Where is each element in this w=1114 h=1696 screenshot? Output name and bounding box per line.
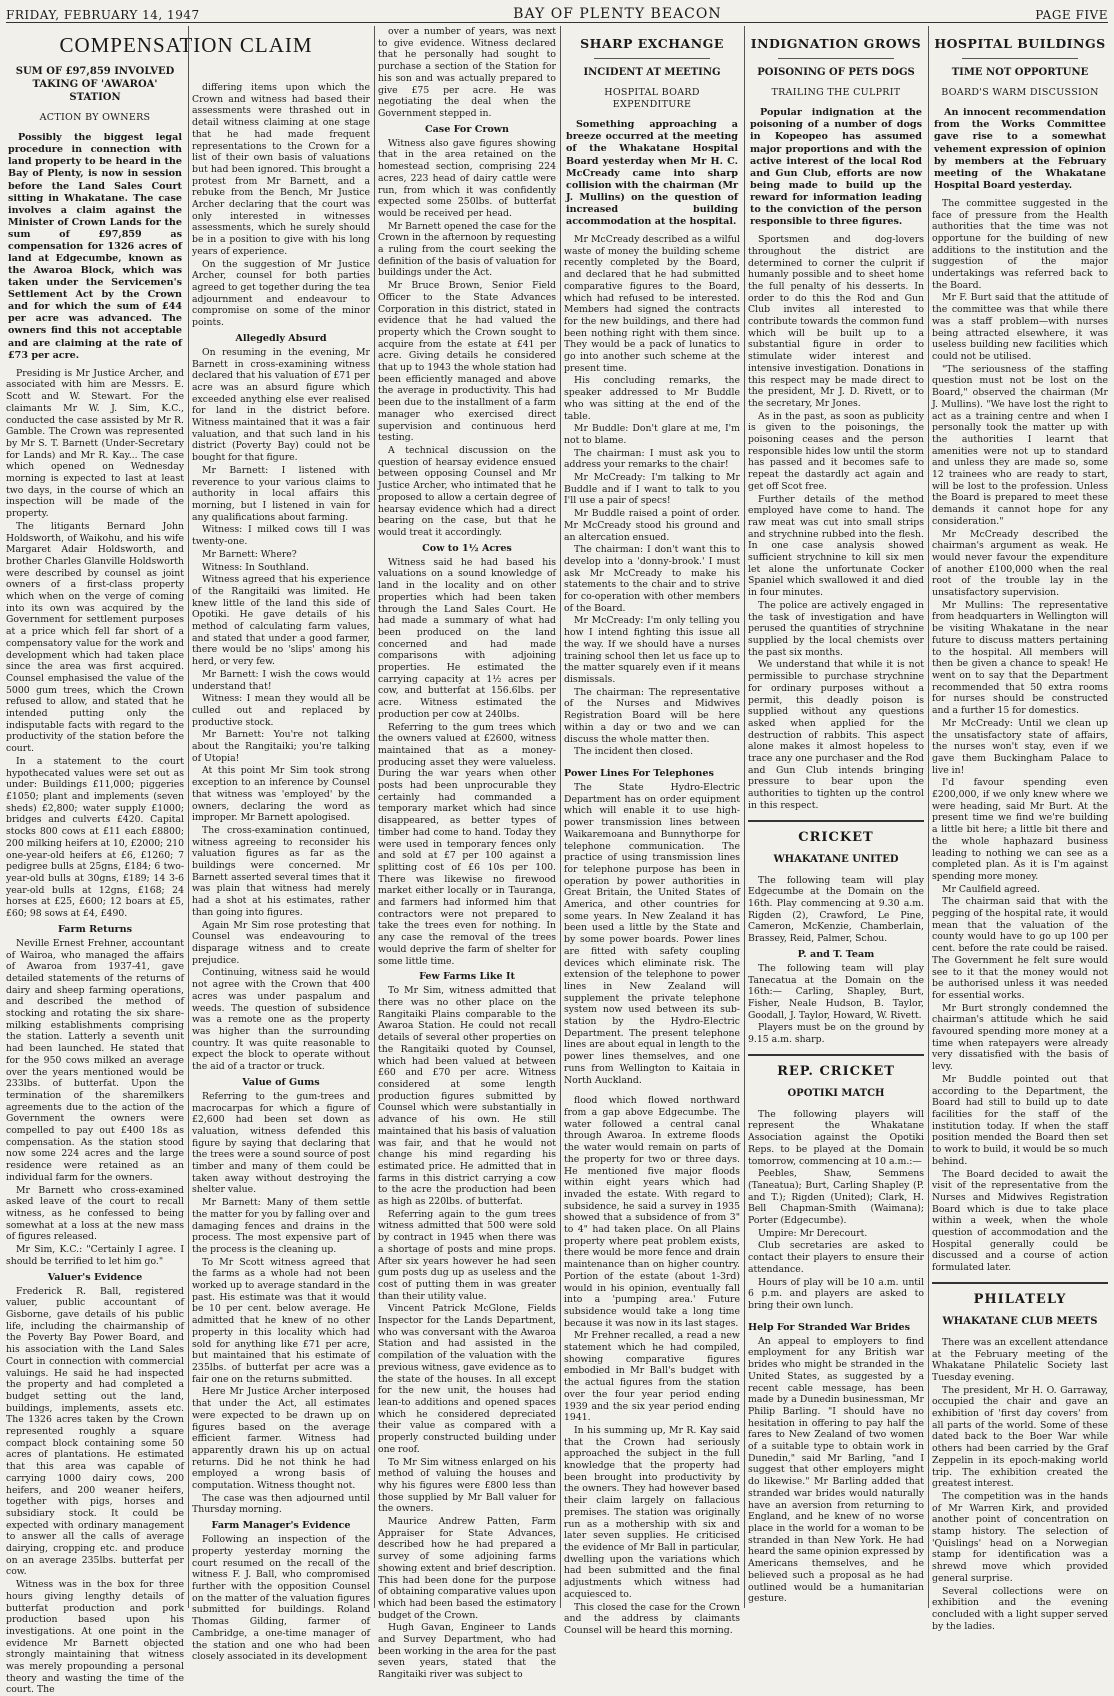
article-paragraph: The incident then closed. <box>574 746 694 758</box>
compensation-lede: Possibly the biggest legal procedure in connection with land property to be heard in the Bay of Plenty, is now in session before the Land Sales Court sitting in Whakatane. The case involves a claim against the Minister of Crown Lands for the sum of £97,859 as compensation for 1326 acres of land at Edgecumbe, known as the Awaroa Block, which was taken under the Servicemen's Settlement Act by the Crown and for which the sum of £44 per acre was advanced. The owners find this not acceptable and are claiming at the rate of £73 per acre. <box>8 132 182 361</box>
article-paragraph: Referring to the gum trees which the owners valued at £2600, witness maintained that as a money-producing asset they were valueless. During the war years when other posts had been unprocurable they certainly had commanded a temporary market which had since disappeared, as better types of timber had come to hand. Today they were used in temporary fences only and sold at £7 per 100 against a splitting cost of £6 10s per 100. There was likewise no firewood market either locally or in Tauranga, and farmers had informed him that contractors were not prepared to take the trees even for nothing. In any case the removal of the trees would deprive the farm of shelter for some little time. <box>378 721 556 967</box>
article-paragraph: Mr McCready described as a wilful waste of money the building scheme recently completed by the Board, and declared that he had submitted comparative figures to the Board, which had refused to be interested. Members had signed the contracts for the new buildings, and there had been nothing right with them since. They would be a pack of lunatics to go into another such scheme at the present time. <box>564 233 740 374</box>
article-paragraph: The cross-examination continued, witness agreeing to reconsider his valuation figures as far as the buildings were concerned. Mr Barnett asserted several times that it was plain that witness had merely had a shot at his estimates, rather than going into figures. <box>192 824 370 918</box>
rep-cricket-subhead: OPOTIKI MATCH <box>787 1088 885 1100</box>
masthead <box>6 4 1108 23</box>
column-6 <box>932 26 1108 1632</box>
article-paragraph: The president, Mr H. O. Garraway, occupied the chair and gave an exhibition of 'first day covers' from all parts of the world. Some of these dated back to the Boer War while others had been carried by the Graf Zeppelin in its epoch-making world trip. The exhibition created the greatest interest. <box>932 1384 1108 1490</box>
section-subhead: Value of Gums <box>242 1076 320 1088</box>
article-paragraph: The chairman: The representative of the Nurses and Midwives Registration Board will be here within a day or two and we can discuss the whole matter then. <box>564 686 740 745</box>
column-rule <box>560 26 561 1608</box>
section-subhead: Valuer's Evidence <box>47 1271 143 1283</box>
column-rule <box>928 26 929 1608</box>
column-3 <box>378 26 556 1681</box>
article-paragraph: Witness also gave figures showing that in the area retained on the homestead section, comprising 224 acres, 223 head of dairy cattle were run, from which it was confidently expected some 250lbs. of butterfat would be received per head. <box>378 137 556 219</box>
section-subhead: Few Farms Like It <box>419 971 515 983</box>
article-paragraph: Continuing, witness said he would not agree with the Crown that 400 acres was under paspalum and weeds. The question of subsidence was a remote one as the property was higher than the surrounding country. It was quite reasonable to expect the block to operate without the aid of a tractor or truck. <box>192 967 370 1073</box>
article-paragraph: Mr Sim, K.C.: "Certainly I agree. I should be terrified to let him go." <box>6 1244 184 1267</box>
sharp-exchange-lede: Something approaching a breeze occurred at the meeting of the Whakatane Hospital Board yesterday when Mr H. C. McCready came into sharp collision with the chairman (Mr J. Mullins) on the question of increased building accommodation at the hospital. <box>566 119 738 227</box>
article-paragraph: To Mr Scott witness agreed that the farms as a whole had not been worked up to average standard in the past. His estimate was that it would be 10 per cent. below average. He admitted that he knew of no other property in this locality which had sold for anything like £71 per acre, but maintained that his estimate of 235lbs. of butterfat per acre was a fair one on the returns submitted. <box>192 1256 370 1385</box>
article-paragraph: A technical discussion on the question of hearsay evidence ensued between opposing Counsel and Mr Justice Archer, who intimated that he proposed to allow a certain degree of hearsay evidence which had a direct bearing on the case, but that he would treat it accordingly. <box>378 444 556 538</box>
article-paragraph: Mr Burt strongly condemned the chairman's attitude which he said favoured spending more money at a time when ratepayers were already very dissatisfied with the basis of levy. <box>932 1002 1108 1073</box>
article-paragraph: flood which flowed northward from a gap above Edgecumbe. The water followed a central canal through Awaroa. In extreme floods the water would remain on parts of the property for two or three days. He mentioned five major floods within eight years which had invaded the estate. With regard to subsidence, he said a survey in 1935 showed that a subsidence of from 3" to 4" had taken place. On all Plains property where peat problem exists, there would be more fence and drain maintenance than on higher country. Portion of the estate (about 1-3rd) would in his opinion, eventually fall into a 'pumping area.' Future subsidence would take a long time because it was now in its last stages. <box>564 1095 740 1329</box>
cricket-headline: CRICKET <box>798 829 874 845</box>
article-paragraph: Referring again to the gum trees witness admitted that 500 were sold by contract in 1945 when there was a shortage of posts and mine props. After six years however he had seen gum posts dug up as useless and the cost of putting them in was greater than their utility value. <box>378 1208 556 1302</box>
article-paragraph: Club secretaries are asked to contact their players to ensure their attendance. <box>748 1240 924 1275</box>
compensation-headline: COMPENSATION CLAIM <box>59 33 313 57</box>
article-paragraph: Further details of the method employed have come to hand. The raw meat was cut into small strips and strychnine rubbed into the flesh. In one case analysis showed sufficient strychnine to kill six men let alone the unfortunate Cocker Spaniel which swallowed it and died in four minutes. <box>748 493 924 599</box>
column-rule <box>374 26 375 1608</box>
article-paragraph: Mr Barnett: You're not talking about the Rangitaiki; you're talking of Utopia! <box>192 729 370 764</box>
rep-cricket-headline: REP. CRICKET <box>777 1063 895 1079</box>
hospital-subhead: TIME NOT OPPORTUNE <box>951 66 1089 78</box>
article-paragraph: I'd favour spending even £200,000, if we only knew where we were heading, said Mr Burt. At the present time we find we're building a little bit here; a little bit there and the whole haphazard business leading to nothing we can see as a completed plan. As it is I'm against spending more money. <box>932 777 1108 882</box>
article-paragraph: Mr Barnett: I listened with reverence to your various claims to authority in local affairs this morning, but I listened in vain for any qualifications about farming. <box>192 464 370 523</box>
article-paragraph: As in the past, as soon as publicity is given to the poisonings, the poisoning ceases and the person responsible hides low until the storm has passed and it becomes safe to repeat the dastardly act again and get off Scot free. <box>748 410 924 492</box>
article-paragraph: Peebles, Shaw, Semmens (Taneatua); Burt, Carling Shapley (P. and T.); Rigden (United); Clark, H. Bell Chapman-Smith (Waimana); Porter (Edgecumbe). <box>748 1168 924 1227</box>
article-paragraph: We understand that while it is not permissible to purchase strychnine for ordinary purposes without a permit, this deadly poison is supplied without any questions asked when applied for the destruction of rabbits. This aspect alone makes it almost hopeless to trace any one purchaser and the Rod and Gun Club intends bringing pressure to bear upon the authorities to tighten up the control in this respect. <box>748 659 924 811</box>
article-paragraph: Umpire: Mr Derecourt. <box>758 1227 868 1239</box>
hospital-kicker: BOARD'S WARM DISCUSSION <box>941 87 1099 99</box>
compensation-subhead: SUM OF £97,859 INVOLVED TAKING OF 'AWAROA' STATION <box>15 66 175 103</box>
hospital-lede: An innocent recommendation from the Works Committee gave rise to a somewhat vehement expression of opinion by members at the February meeting of the Whakatane Hospital Board yesterday. <box>934 107 1106 191</box>
article-paragraph: The following team will play Tanecatua at the Domain on the 16th:— Carling, Shapley, Burt, Fisher, Neale Hudson, B. Taylor, Goodall, J. Taylor, Howard, W. Rivett. <box>748 962 924 1021</box>
article-paragraph: Presiding is Mr Justice Archer, and associated with him are Messrs. E. Scott and W. Stewart. For the claimants Mr W. J. Sim, K.C., conducted the case assisted by Mr R. Gamble. The Crown was represented by Mr S. T. Barnett (Under-Secretary for Lands) and Mr R. Kay... The case which opened on Wednesday morning is expected to last at least two days, in the course of which an inspection will be made of the property. <box>6 367 184 520</box>
column-rule <box>744 26 745 1608</box>
article-paragraph: Following an inspection of the property yesterday morning the court resumed on the recall of the witness F. J. Ball, who compromised further with the opposition Counsel on the matter of the valuation figures submitted for buildings. Roland Thomas Gilding, farmer of Cambridge, a one-time manager of the station and one who had been closely associated in its development <box>192 1534 370 1663</box>
section-subhead: Cow to 1½ Acres <box>422 542 512 554</box>
article-paragraph: His concluding remarks, the speaker addressed to Mr Buddle who was sitting at the end of the table. <box>564 375 740 422</box>
section-subhead: Power Lines For Telephones <box>564 767 714 779</box>
column-5 <box>748 26 924 1608</box>
article-paragraph: Hours of play will be 10 a.m. until 6 p.m. and players are asked to bring their own lunch. <box>748 1276 924 1311</box>
newspaper-page <box>6 26 1108 1696</box>
section-subhead: Case For Crown <box>424 123 510 135</box>
article-paragraph: Neville Ernest Frehner, accountant of Wairoa, who managed the affairs of Awaroa from 1937-41, gave detailed statements of the returns of dairy and sheep farming operations, and described the method of stocking and rotating the six share-milking establishments comprising the station. Latterly a seventh unit had been launched. He stated that for the 950 cows milked an average over the years mentioned would be 233lbs. of butterfat. Upon the termination of the sharemilkers agreements due to the action of the Government the owners were compelled to pay out £400 18s as compensation. As the station stood now some 224 acres and the large residence were retained as an individual farm for the owners. <box>6 937 184 1183</box>
article-paragraph: There was an excellent attendance at the February meeting of the Whakatane Philatelic Society last Tuesday evening. <box>932 1336 1108 1383</box>
article-paragraph: Players must be on the ground by 9.15 a.m. sharp. <box>748 1022 924 1046</box>
article-paragraph: Again Mr Sim rose protesting that Counsel was endeavouring to disparage witness and to create prejudice. <box>192 919 370 966</box>
article-paragraph: To Mr Sim, witness admitted that there was no other place on the Rangitaiki Plains comparable to the Awaroa Station. He could not recall details of several other properties on the Rangitaiki quoted by Counsel, which had been valued at between £60 and £70 per acre. Witness considered at some length production figures submitted by Counsel which were substantially in advance of his own. He still maintained that his basis of valuation was fair, and that he would not change his mind regarding his estimated price. He admitted that in farms in this district carrying a cow to the acre the production had been as high as 220lbs. of butterfat. <box>378 985 556 1208</box>
philately-headline: PHILATELY <box>973 1291 1067 1307</box>
article-paragraph: Mr Bruce Brown, Senior Field Officer to the State Advances Corporation in this district, stated in evidence that he had valued the property which the Crown sought to acquire from the estate at £41 per acre. Giving details he considered that up to 1943 the whole station had been efficiently managed and above the average in productivity. This had been due to the installment of a farm manager who exercised direct supervision and continuous herd testing. <box>378 280 556 444</box>
article-paragraph: The committee suggested in the face of pressure from the Health authorities that the time was not opportune for the building of new additions to the institution and the suggestion of the major undertakings was referred back to the Board. <box>932 197 1108 291</box>
cricket-subhead: WHAKATANE UNITED <box>773 853 899 865</box>
article-paragraph: Witness was in the box for three hours giving lengthy details of butterfat production and pork production based upon his investigations. At one point in the evidence Mr Barnett objected strongly maintaining that witness was merely propounding a personal theory and wasting the time of the court. The <box>6 1579 184 1696</box>
article-paragraph: Sportsmen and dog-lovers throughout the district are determined to corner the culprit if humanly possible and to sheet home the full penalty of his desserts. In order to do this the Rod and Gun Club invites all interested to contribute towards the common fund which will be built up to a substantial figure in order to stimulate wider interest and intensive investigation. Donations in this respect may be made direct to the president, Mr J. D. Rivett, or to the secretary, Mr Jones. <box>748 234 924 409</box>
article-paragraph: The Board decided to await the visit of the representative from the Nurses and Midwives Registration Board which is due to take place within a week, when the whole question of accommodation and the Hospital generally could be discussed and a course of action formulated later. <box>932 1168 1108 1274</box>
article-paragraph: Mr Caulfield agreed. <box>942 883 1040 895</box>
newspaper-name: BAY OF PLENTY BEACON <box>513 6 722 22</box>
article-paragraph: over a number of years, was next to give evidence. Witness declared that he personally had sought to purchase a section of the Station for his son and was actually prepared to give £75 per acre. He was negotiating the deal when the Government stepped in. <box>378 26 556 119</box>
indignation-kicker: TRAILING THE CULPRIT <box>771 87 901 99</box>
philately-subhead: WHAKATANE CLUB MEETS <box>942 1316 1098 1328</box>
column-rule <box>188 26 189 1608</box>
article-paragraph: The chairman said that with the pegging of the hospital rate, it would mean that the valuation of the county would have to go up 100 per cent. before the rate could be raised. The Government he felt sure would see to it that the money would not be authorised unless it was needed for essential works. <box>932 896 1108 1001</box>
section-subhead: P. and T. Team <box>797 948 875 960</box>
article-paragraph: Mr McCready: Until we clean up the unsatisfactory state of affairs, the nurses won't stay, even if we gave them Buckingham Palace to live in! <box>932 717 1108 776</box>
article-paragraph: Mr Barnett: I wish the cows would understand that! <box>192 668 370 692</box>
compensation-kicker: ACTION BY OWNERS <box>39 112 151 124</box>
article-paragraph: Mr McCready: I'm only telling you how I intend fighting this issue all the way. If we should have a nurses training school then let us face up to the matter squarely even if it means dismissals. <box>564 615 740 685</box>
article-paragraph: Mr McCready: I'm talking to Mr Buddle and if I want to talk to you I'll use a pair of specs! <box>564 472 740 507</box>
article-paragraph: Mr Mullins: The representative from headquarters in Wellington will be visiting Whakatane in the near future to discuss matters pertaining to the hospital. All members will then be given a chance to speak! He went on to say that the Department recommended that 50 extra rooms for nurses should be constructed and a further 15 for domestics. <box>932 599 1108 717</box>
article-paragraph: On resuming in the evening, Mr Barnett in cross-examining witness declared that his valuation of £71 per acre was an absurd figure which exceeded anything else ever realised for land in the district before. Witness maintained that it was a fair valuation, and that such land in his district (Poverty Bay) could not be bought for that figure. <box>192 346 370 464</box>
indignation-headline: INDIGNATION GROWS <box>750 36 922 51</box>
article-paragraph: Witness agreed that his experience of the Rangitaiki was limited. He knew little of the land this side of Opotiki. He gave details of his method of calculating farm values, and stated that under a good farmer, there would be no 'slips' among his herd, or very few. <box>192 574 370 668</box>
article-paragraph: An appeal to employers to find employment for any British war brides who might be stranded in the United States, as suggested by a recent cable message, has been made by a Dunedin businessman, Mr Philip Barling. "I should have no hesitation in offering to pay half the fares to New Zealand of two women of a suitable type to obtain work in Dunedin," said Mr Barling, "and I suggest that other employers might do likewise." Mr Barling added that stranded war brides would naturally have an aversion from returning to England, and he knew of no worse place in the world for a woman to be stranded in than New York. He had heard the same opinion expressed by Americans themselves, and he believed such a proposal as he had outlined would be a humanitarian gesture. <box>748 1335 924 1605</box>
article-paragraph: Here Mr Justice Archer interposed that under the Act, all estimates were expected to be drawn up on figures based on the average efficient farmer. Witness had apparently drawn his up on actual returns. Did he not think he had employed a wrong basis of computation. Witness thought not. <box>192 1386 370 1492</box>
article-paragraph: To Mr Sim witness enlarged on his method of valuing the houses and why his figures were £800 less than those supplied by Mr Ball valuer for the owners. <box>378 1456 556 1515</box>
indignation-subhead: POISONING OF PETS DOGS <box>757 66 915 78</box>
hospital-headline: HOSPITAL BUILDINGS <box>934 36 1106 51</box>
article-paragraph: Witness: I mean they would all be culled out and replaced by productive stock. <box>192 693 370 728</box>
article-paragraph: Referring to the gum-trees and macrocarpas for which a figure of £2,600 had been set down as valuation, witness defended this figure by saying that declaring that the trees were a sound source of post timber and many of them could be taken away without destroying the shelter value. <box>192 1090 370 1196</box>
article-paragraph: Mr Buddle raised a point of order. Mr McCready stood his ground and an altercation ensued. <box>564 508 740 543</box>
issue-date: FRIDAY, FEBRUARY 14, 1947 <box>6 8 200 22</box>
sharp-exchange-kicker: HOSPITAL BOARD EXPENDITURE <box>604 87 700 111</box>
article-paragraph: Maurice Andrew Patten, Farm Appraiser for State Advances, described how he had prepared a survey of some adjoining farms showing extent and brief description. This had been done for the purpose of obtaining comparative values upon which had been based the estimatory budget of the Crown. <box>378 1516 556 1621</box>
article-paragraph: Hugh Gavan, Engineer to Lands and Survey Department, who had been working in the area for the past seven years, stated that the Rangitaiki river was subject to <box>378 1622 556 1681</box>
article-paragraph: Witness: In Southland. <box>202 561 309 573</box>
indignation-lede: Popular indignation at the poisoning of a number of dogs in Kopeopeo has assumed major proportions and with the active interest of the local Rod and Gun Club, efforts are now being made to build up the reward for information leading to the conviction of the person responsible to three figures. <box>750 107 922 228</box>
article-paragraph: Mr F. Burt said that the attitude of the committee was that while there was a staff problem—with nurses being attracted elsewhere, it was useless building new facilities which could not be utilised. <box>932 292 1108 362</box>
article-paragraph: This closed the case for the Crown and the address by claimants Counsel will be heard this morning. <box>564 1601 740 1636</box>
article-paragraph: Mr Barnett opened the case for the Crown in the afternoon by requesting a ruling from the court seeking the definition of the basis of valuation for buildings under the Act. <box>378 220 556 279</box>
article-paragraph: The chairman: I must ask you to address your remarks to the chair! <box>564 447 740 471</box>
article-paragraph: On the suggestion of Mr Justice Archer, counsel for both parties agreed to get together during the tea adjournment and endeavour to compromise on some of the minor points. <box>192 258 370 329</box>
article-paragraph: Several collections were on exhibition and the evening concluded with a light supper served by the ladies. <box>932 1585 1108 1632</box>
section-subhead: Farm Returns <box>58 923 132 935</box>
column-2 <box>192 26 370 1663</box>
section-subhead: Allegedly Absurd <box>235 332 327 344</box>
article-paragraph: The case was then adjourned until Thursday morning. <box>192 1492 370 1516</box>
article-paragraph: Frederick R. Ball, registered valuer, public accountant of Gisborne, gave details of his public life, including the chairmanship of the Poverty Bay Power Board, and his association with the Land Sales Court in connection with commercial valuings. He said he had inspected the property and had completed a budget setting out the land, buildings, implements, assets etc. The 1326 acres taken by the Crown represented roughly a square compact block containing some 50 acres of plantations. He estimated that this area was capable of carrying 1000 dairy cows, 200 heifers, and 200 weaner heifers, together with pigs, horses and subsidiary stock. It could be expected with ordinary management to answer all the calls of average dairying, cropping etc. and produce on an average 235lbs. butterfat per cow. <box>6 1285 184 1578</box>
article-paragraph: The police are actively engaged in the task of investigation and have perused the quantities of strychnine supplied by the local chemists over the past six months. <box>748 599 924 658</box>
article-paragraph: In his summing up, Mr R. Kay said that the Crown had seriously approached the subject in the full knowledge that the property had been brought into productivity by the owners. They had however based their claim largely on fallacious premises. The station was originally run as a mothership with six and later seven supplies. He criticised the evidence of Mr Ball in particular, dwelling upon the variations which had been submitted and the final adjustments which witness had acquiesced to. <box>564 1424 740 1600</box>
sharp-exchange-subhead: INCIDENT AT MEETING <box>583 66 721 78</box>
article-paragraph: Mr Barnett: Many of them settle the matter for you by falling over and damaging fences and drains in the process. The most expensive part of the process is the cleaning up. <box>192 1197 370 1255</box>
page-number: PAGE FIVE <box>1035 8 1108 22</box>
article-paragraph: The State Hydro-Electric Department has on order equipment which will enable it to use high-power transmission lines between Waikaremoana and Bunnythorpe for telephone communication. The practice of using transmission lines for telephone purpose has been in operation by power authorities in Great Britain, the United States of America, and other countries for some years. In New Zealand it has been used a little by the State and by some power boards. Power lines are fitted with safety coupling devices which eliminate risk. The extension of the telephone to power lines in New Zealand will supplement the private telephone system now used between its sub-station by the Hydro-Electric Department. The present telephone lines are about equal in length to the power lines themselves, and one runs from Wellington to Kaitaia in North Auckland. <box>564 782 740 1086</box>
article-paragraph: Mr McCready described the chairman's argument as weak. He would never favour the expenditure of another £100,000 when the real root of the trouble lay in the unsatisfactory supervision. <box>932 528 1108 599</box>
article-paragraph: Mr Buddle: Don't glare at me, I'm not to blame. <box>564 423 740 446</box>
article-paragraph: Mr Barnett: Where? <box>202 548 297 560</box>
article-paragraph: At this point Mr Sim took strong exception to an inference by Counsel that witness was 'employed' by the owners, declaring the word as improper. Mr Barnett apologised. <box>192 765 370 824</box>
article-paragraph: In a statement to the court hypothecated values were set out as under: Buildings £11,000; piggeries £1050; plant and implements (seven sheds) £2,800; water supply £1000; bridges and culverts £420. Capital stocks 800 cows at £11 each £8800; 200 milking heifers at 10, £2000; 210 one-year-old heifers at £6, £1260; 7 pedigree bulls at 25gns, £184; 6 two-year-old bulls at 30gns, £189; 14 3-6 year-old bulls at 12gns, £168; 24 horses at £25, £600; 12 boars at £5, £60; 98 sows at £4, £490. <box>6 755 184 920</box>
section-subhead: Farm Manager's Evidence <box>211 1520 351 1532</box>
article-paragraph: The litigants Bernard John Holdsworth, of Waikohu, and his wife Margaret Adair Holdsworth, and brother Charles Glanville Holdsworth were described by counsel as joint owners of a first-class property which when on the verge of coming into its own was acquired by the Government for settlement purposes at a price which fell far short of a compensatory value for the work and development which had taken place since the area was first acquired. Counsel emphasised the value of the 5000 gum trees, which the Crown refused to allow, and stated that he intended putting only the indisputable facts with regard to the productivity of the station before the court. <box>6 520 184 755</box>
article-paragraph: differing items upon which the Crown and witness had based their assessments were thrashed out in detail witness claiming at one stage that he had made frequent representations to the Crown for a list of their own basis of valuations but had been ignored. This brought a protest from Mr Barnett, and a rebuke from the Bench, Mr Justice Archer declaring that the court was only interested in witnesses assessments, which he surely should be in a position to give with his long years of experience. <box>192 82 370 257</box>
article-paragraph: Mr Frehner recalled, a read a new statement which he had compiled, showing comparative figures embodied in Mr Ball's budget with the actual figures from the station over the four year period ending 1939 and the six year period ending 1941. <box>564 1330 740 1424</box>
article-paragraph: The following team will play Edgecumbe at the Domain on the 16th. Play commencing at 9.30 a.m. Rigden (2), Crawford, Le Pine, Cameron, McKenzie, Chamberlain, Brassey, Reid, Palmer, Schou. <box>748 874 924 945</box>
article-paragraph: The competition was in the hands of Mr Warren Kirk, and provided another point of concentration on stamp history. The selection of 'Quislings' head on a Norwegian stamp for identification was a shrewd move which provided general surprise. <box>932 1490 1108 1584</box>
article-paragraph: Witness said he had based his valuations on a sound knowledge of land in the locality and on other properties which had been taken through the Land Sales Court. He had made a summary of what had been produced on the land concerned and had made comparisons with adjoining properties. He estimated the carrying capacity at 1½ acres per cow, and butterfat at 156.6lbs. per acre. Witness estimated the production per cow at 240lbs. <box>378 556 556 720</box>
column-4 <box>564 26 740 1636</box>
section-subhead: Help For Stranded War Brides <box>748 1321 910 1333</box>
article-paragraph: Mr Barnett who cross-examined asked leave of the court to recall witness, as he confessed to being somewhat at a loss at the new mass of figures released. <box>6 1184 184 1243</box>
article-paragraph: Witness: I milked cows till I was twenty-one. <box>192 524 370 548</box>
article-paragraph: Mr Buddle pointed out that according to the Department, the Board had still to build up to date facilities for the staff of the institution today. If when the staff position mended the Board then set to work to build, it would be so much behind. <box>932 1073 1108 1167</box>
article-paragraph: "The seriousness of the staffing question must not be lost on the Board," observed the chairman (Mr J. Mullins). "We have lost the right to act as a training centre and when I personally took the matter up with the authorities I learnt that amenities were not up to standard and unless they are made so, some 12 trainees who are ready to start, will be lost to the profession. Unless the Board is prepared to meet these demands it cannot hope for any consideration." <box>932 363 1108 527</box>
article-paragraph: Vincent Patrick McGlone, Fields Inspector for the Lands Department, who was conversant with the Awaroa Station and had assisted in the compilation of the valuation with the previous witness, gave evidence as to the state of the houses. In all except for the new unit, the houses had lean-to additions and opened spaces which he considered depreciated their value as compared with a properly constructed building under one roof. <box>378 1303 556 1455</box>
article-paragraph: The chairman: I don't want this to develop into a 'donny-brook.' I must ask Mr McCready to make his statements to the chair and to strive for co-operation with other members of the Board. <box>564 544 740 614</box>
sharp-exchange-headline: SHARP EXCHANGE <box>580 36 724 51</box>
article-paragraph: The following players will represent the Whakatane Association against the Opotiki Reps. to be played at the Domain tomorrow, commencing at 10 a.m.:— <box>748 1108 924 1167</box>
